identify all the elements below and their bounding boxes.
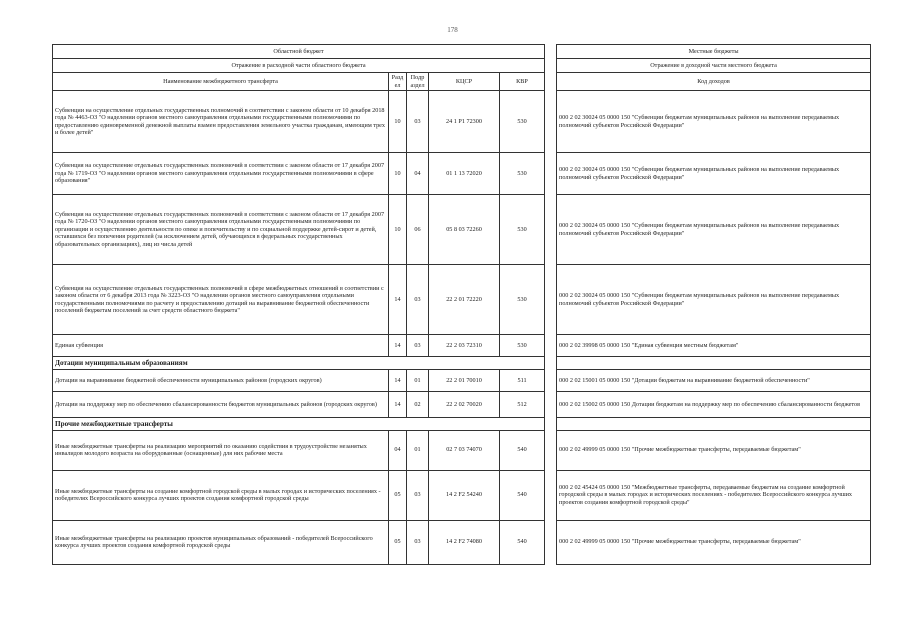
income-code-cell: 000 2 02 49999 05 0000 150 "Прочие межбюджетные трансферты, передаваемые бюджетам" [557, 430, 871, 470]
kvr-cell: 540 [500, 470, 545, 520]
regional-reflection-header: Отражение в расходной части областного бюджета [53, 59, 545, 73]
table-row [53, 470, 871, 520]
col-kvr-header: КВР [500, 73, 545, 91]
income-code-cell: 000 2 02 49999 05 0000 150 "Прочие межбюджетные трансферты, передаваемые бюджетам" [557, 520, 871, 564]
income-code-cell: 000 2 02 45424 05 0000 150 "Межбюджетные трансферты, передаваемые бюджетам на создание комфортной городской среды в малых городах и исторических поселениях - победителях Всероссийского конкурса лучших проектов создания комфортной городской среды" [557, 470, 871, 520]
col-razdel-header: Разд ел [389, 73, 407, 91]
razdel-cell: 10 [389, 195, 407, 265]
kvr-cell: 530 [500, 335, 545, 357]
podrazdel-cell: 03 [407, 335, 429, 357]
podrazdel-cell: 02 [407, 391, 429, 417]
kcsr-cell: 14 2 F2 74080 [429, 520, 500, 564]
local-reflection-header: Отражение в доходной части местного бюджета [557, 59, 871, 73]
kvr-cell: 530 [500, 265, 545, 335]
kcsr-cell: 24 1 P1 72300 [429, 91, 500, 153]
table-row [53, 369, 871, 391]
table-row [53, 195, 871, 265]
col-podrazdel-header: Подр аздел [407, 73, 429, 91]
transfer-name: Субвенция на осуществление отдельных государственных полномочий в сфере межбюджетных отношений в соответствии с законом области от 6 декабря 2013 года № 3223-ОЗ "О наделении органов местного самоуправления отдельными государственными полномочиями по расчету и предоставлению дотаций на выравнивание бюджетной обеспеченности поселений бюджетам поселений за счет средств областного бюджета" [53, 265, 389, 335]
kvr-cell: 530 [500, 153, 545, 195]
income-code-cell: 000 2 02 30024 05 0000 150 "Субвенции бюджетам муниципальных районов на выполнение передаваемых полномочий субъектов Российской Федерации" [557, 195, 871, 265]
razdel-cell: 14 [389, 391, 407, 417]
kcsr-cell: 05 8 03 72260 [429, 195, 500, 265]
razdel-cell: 14 [389, 369, 407, 391]
income-code-cell: 000 2 02 30024 05 0000 150 "Субвенции бюджетам муниципальных районов на выполнение передаваемых полномочий субъектов Российской Федерации" [557, 265, 871, 335]
col-income-code-header: Код доходов [557, 73, 871, 91]
header-row-1 [53, 45, 871, 59]
section-title-dotations: Дотации муниципальным образованиям [53, 357, 545, 370]
razdel-cell: 05 [389, 470, 407, 520]
transfer-name: Дотации на поддержку мер по обеспечению сбалансированности бюджетов муниципальных районов (городских округов) [53, 391, 389, 417]
kcsr-cell: 22 2 02 70020 [429, 391, 500, 417]
kcsr-cell: 02 7 03 74070 [429, 430, 500, 470]
table-row [53, 335, 871, 357]
podrazdel-cell: 04 [407, 153, 429, 195]
kcsr-cell: 01 1 13 72020 [429, 153, 500, 195]
transfer-name: Иные межбюджетные трансферты на реализацию проектов муниципальных образований - победителей Всероссийского конкурса лучших проектов создания комфортной городской среды [53, 520, 389, 564]
kvr-cell: 540 [500, 430, 545, 470]
income-code-cell: 000 2 02 39998 05 0000 150 "Единая субвенция местным бюджетам" [557, 335, 871, 357]
podrazdel-cell: 03 [407, 265, 429, 335]
podrazdel-cell: 03 [407, 91, 429, 153]
podrazdel-cell: 06 [407, 195, 429, 265]
local-budgets-header: Местные бюджеты [557, 45, 871, 59]
income-code-cell: 000 2 02 30024 05 0000 150 "Субвенции бюджетам муниципальных районов на выполнение передаваемых полномочий субъектов Российской Федерации" [557, 153, 871, 195]
podrazdel-cell: 03 [407, 470, 429, 520]
kcsr-cell: 22 2 03 72310 [429, 335, 500, 357]
razdel-cell: 10 [389, 91, 407, 153]
razdel-cell: 14 [389, 265, 407, 335]
razdel-cell: 05 [389, 520, 407, 564]
income-code-cell: 000 2 02 30024 05 0000 150 "Субвенции бюджетам муниципальных районов на выполнение передаваемых полномочий субъектов Российской Федерации" [557, 91, 871, 153]
col-name-header: Наименование межбюджетного трансферта [53, 73, 389, 91]
kvr-cell: 511 [500, 369, 545, 391]
kvr-cell: 530 [500, 195, 545, 265]
transfer-name: Иные межбюджетные трансферты на реализацию мероприятий по оказанию содействия в трудоустройстве незанятых инвалидов молодого возраста на оборудованные (оснащенные) для них рабочие места [53, 430, 389, 470]
regional-budget-header: Областной бюджет [53, 45, 545, 59]
section-row [53, 357, 871, 370]
transfer-name: Субвенции на осуществление отдельных государственных полномочий в соответствии с законом области от 10 декабря 2018 года № 4463-ОЗ "О наделении органов местного самоуправления отдельными государственными полномочиями по предоставлению единовременной денежной выплаты взамен предоставления земельного участка гражданам, имеющим трех и более детей" [53, 91, 389, 153]
income-code-cell: 000 2 02 15001 05 0000 150 "Дотации бюджетам на выравнивание бюджетной обеспеченности" [557, 369, 871, 391]
podrazdel-cell: 01 [407, 369, 429, 391]
kvr-cell: 540 [500, 520, 545, 564]
transfer-name: Субвенция на осуществление отдельных государственных полномочий в соответствии с законом области от 17 декабря 2007 года № 1720-ОЗ "О наделении органов местного самоуправления отдельными государственными полномочиями по организации и осуществлению деятельности по опеке и попечительству и по социальной поддержке детей-сирот и детей, оставшихся без попечения родителей (за исключением детей, обучающихся в федеральных государственных образовательных организациях), лиц из числа детей [53, 195, 389, 265]
transfer-name: Субвенция на осуществление отдельных государственных полномочий в соответствии с законом области от 17 декабря 2007 года № 1719-ОЗ "О наделении органов местного самоуправления отдельными государственными полномочиями в сфере образования" [53, 153, 389, 195]
razdel-cell: 14 [389, 335, 407, 357]
kvr-cell: 512 [500, 391, 545, 417]
transfer-name: Дотации на выравнивание бюджетной обеспеченности муниципальных районов (городских округов) [53, 369, 389, 391]
razdel-cell: 10 [389, 153, 407, 195]
income-code-cell: 000 2 02 15002 05 0000 150 Дотации бюджетам на поддержку мер по обеспечению сбалансированности бюджетов [557, 391, 871, 417]
kcsr-cell: 14 2 F2 54240 [429, 470, 500, 520]
razdel-cell: 04 [389, 430, 407, 470]
table-row [53, 520, 871, 564]
transfers-table [52, 44, 871, 565]
podrazdel-cell: 01 [407, 430, 429, 470]
transfer-name: Иные межбюджетные трансферты на создание комфортной городской среды в малых городах и исторических поселениях - победителях Всероссийского конкурса лучших проектов создания комфортной городской среды [53, 470, 389, 520]
section-title-other: Прочие межбюджетные трансферты [53, 417, 545, 430]
table-row [53, 91, 871, 153]
transfer-name: Единая субвенция [53, 335, 389, 357]
kcsr-cell: 22 2 01 72220 [429, 265, 500, 335]
section-row [53, 417, 871, 430]
page-number: 178 [447, 26, 458, 34]
kcsr-cell: 22 2 01 70010 [429, 369, 500, 391]
col-kcsr-header: КЦСР [429, 73, 500, 91]
header-row-2 [53, 59, 871, 73]
table-row [53, 265, 871, 335]
column-header-row [53, 73, 871, 91]
podrazdel-cell: 03 [407, 520, 429, 564]
table-row [53, 153, 871, 195]
table-row [53, 430, 871, 470]
table-row [53, 391, 871, 417]
kvr-cell: 530 [500, 91, 545, 153]
